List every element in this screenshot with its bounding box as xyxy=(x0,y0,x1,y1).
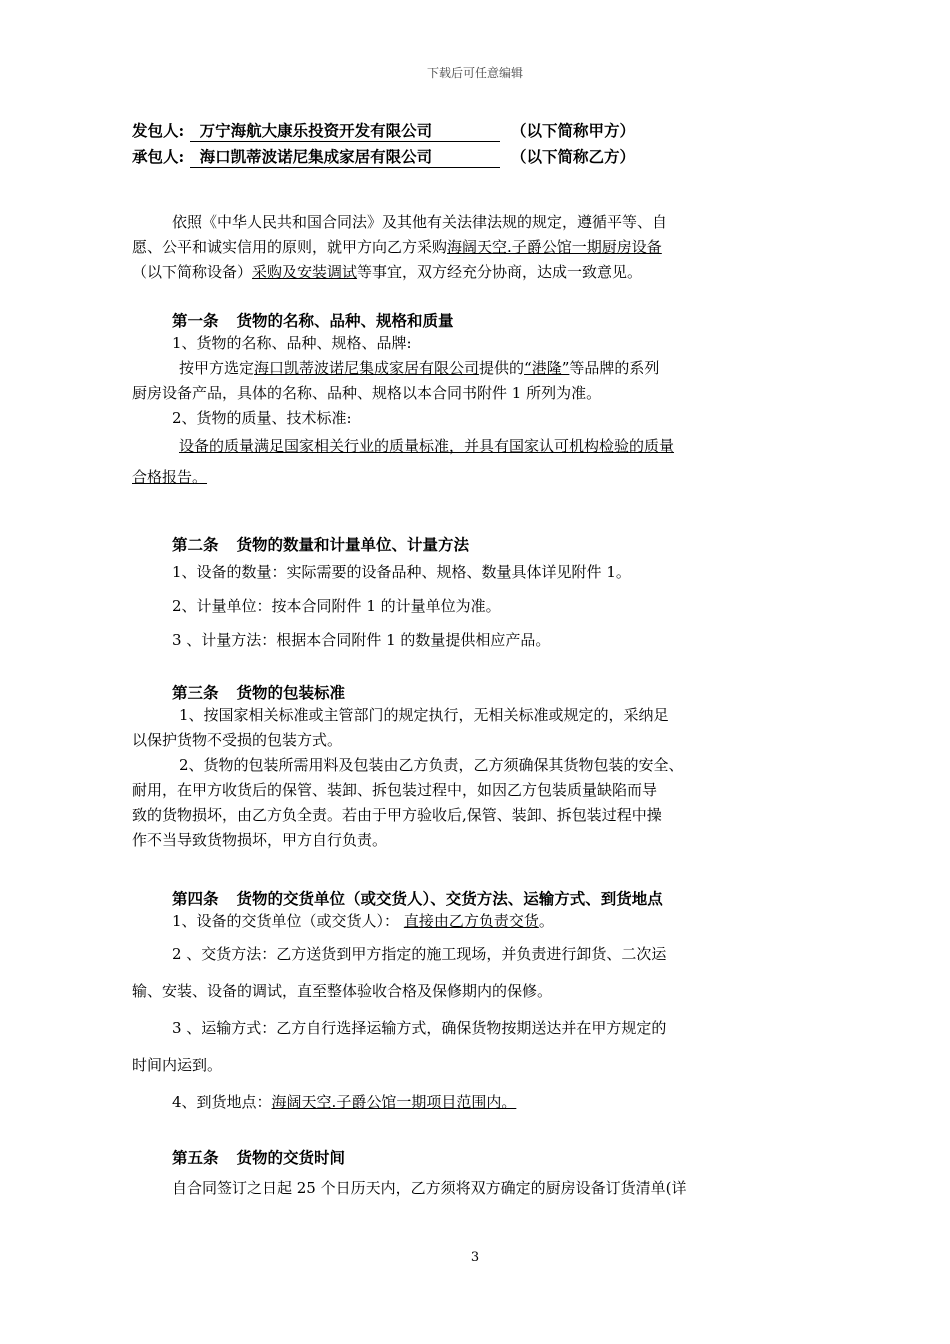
article-2-heading: 第二条 货物的数量和计量单位、计量方法 xyxy=(172,535,470,554)
article-5-heading: 第五条 货物的交货时间 xyxy=(172,1148,346,1167)
client-label: 发包人: xyxy=(132,121,185,140)
art1-item-2: 2、货物的质量、技术标准: xyxy=(172,409,352,427)
art4-item-1: 1、设备的交货单位（或交货人）： 直接由乙方负责交货。 xyxy=(172,912,554,930)
art2-item-2: 2、计量单位：按本合同附件 1 的计量单位为准。 xyxy=(172,597,501,615)
art1-para-1: 按甲方选定海口凯蒂波诺尼集成家居有限公司提供的“港隆”等品牌的系列 xyxy=(179,359,660,377)
client-note: （以下简称甲方） xyxy=(511,121,636,140)
art4-item-2-line-1: 2 、交货方法：乙方送货到甲方指定的施工现场，并负责进行卸货、二次运 xyxy=(172,945,667,963)
page-number: 3 xyxy=(470,1250,480,1265)
page-header: 下载后可任意编辑 xyxy=(426,66,523,80)
contractor-name: 海口凯蒂波诺尼集成家居有限公司 xyxy=(190,147,500,168)
contract-body xyxy=(132,118,822,1208)
article-4-heading: 第四条 货物的交货单位（或交货人）、交货方法、运输方式、到货地点 xyxy=(172,889,663,908)
art4-item-4: 4、到货地点：海阔天空.子爵公馆一期项目范围内。 xyxy=(172,1093,517,1111)
delivery-party: 直接由乙方负责交货 xyxy=(403,912,539,930)
art3-p2-line-2: 耐用，在甲方收货后的保管、装卸、拆包装过程中，如因乙方包装质量缺陷而导 xyxy=(132,781,658,799)
art2-item-3: 3 、计量方法：根据本合同附件 1 的数量提供相应产品。 xyxy=(172,631,551,649)
scope: 采购及安装调试 xyxy=(252,263,358,281)
intro-line-1: 依照《中华人民共和国合同法》及其他有关法律法规的规定，遵循平等、自 xyxy=(172,213,668,231)
art3-p2-line-3: 致的货物损坏，由乙方负全责。若由于甲方验收后,保管、装卸、拆包装过程中操 xyxy=(132,806,662,824)
art3-p2-line-4: 作不当导致货物损坏，甲方自行负责。 xyxy=(132,831,388,849)
project-name: 海阔天空.子爵公馆一期厨房设备 xyxy=(447,238,662,256)
contractor-label: 承包人: xyxy=(132,147,185,166)
art2-item-1: 1、设备的数量：实际需要的设备品种、规格、数量具体详见附件 1。 xyxy=(172,563,631,581)
art1-para-2-line-2: 合格报告。 xyxy=(132,468,208,486)
art1-para-2-line-1: 设备的质量满足国家相关行业的质量标准，并具有国家认可机构检验的质量 xyxy=(179,437,675,455)
art3-p1-line-2: 以保护货物不受损的包装方式。 xyxy=(132,731,343,749)
art4-item-2-line-2: 输、安装、设备的调试，直至整体验收合格及保修期内的保修。 xyxy=(132,982,553,1000)
contractor-line xyxy=(132,144,822,170)
art1-item-1: 1、货物的名称、品种、规格、品牌: xyxy=(172,334,412,352)
intro-line-3: （以下简称设备）采购及安装调试等事宜，双方经充分协商，达成一致意见。 xyxy=(132,263,643,281)
intro-line-2: 愿、公平和诚实信用的原则，就甲方向乙方采购海阔天空.子爵公馆一期厨房设备 xyxy=(132,238,662,256)
delivery-location: 海阔天空.子爵公馆一期项目范围内。 xyxy=(271,1093,517,1111)
contractor-note: （以下简称乙方） xyxy=(511,147,636,166)
art3-p1-line-1: 1、按国家相关标准或主管部门的规定执行，无相关标准或规定的，采纳足 xyxy=(179,706,669,724)
art4-item-3-line-2: 时间内运到。 xyxy=(132,1056,223,1074)
article-1-heading: 第一条 货物的名称、品种、规格和质量 xyxy=(172,311,454,330)
art3-p2-line-1: 2、货物的包装所需用料及包装由乙方负责，乙方须确保其货物包装的安全、 xyxy=(179,756,684,774)
client-name: 万宁海航大康乐投资开发有限公司 xyxy=(190,121,500,142)
client-line xyxy=(132,118,822,144)
art1-para-1-line-2: 厨房设备产品，具体的名称、品种、规格以本合同书附件 1 所列为准。 xyxy=(132,384,602,402)
art5-line-1: 自合同签订之日起 25 个日历天内，乙方须将双方确定的厨房设备订货清单(详 xyxy=(172,1179,687,1197)
art4-item-3-line-1: 3 、运输方式：乙方自行选择运输方式，确保货物按期送达并在甲方规定的 xyxy=(172,1019,667,1037)
article-3-heading: 第三条 货物的包装标准 xyxy=(172,683,346,702)
